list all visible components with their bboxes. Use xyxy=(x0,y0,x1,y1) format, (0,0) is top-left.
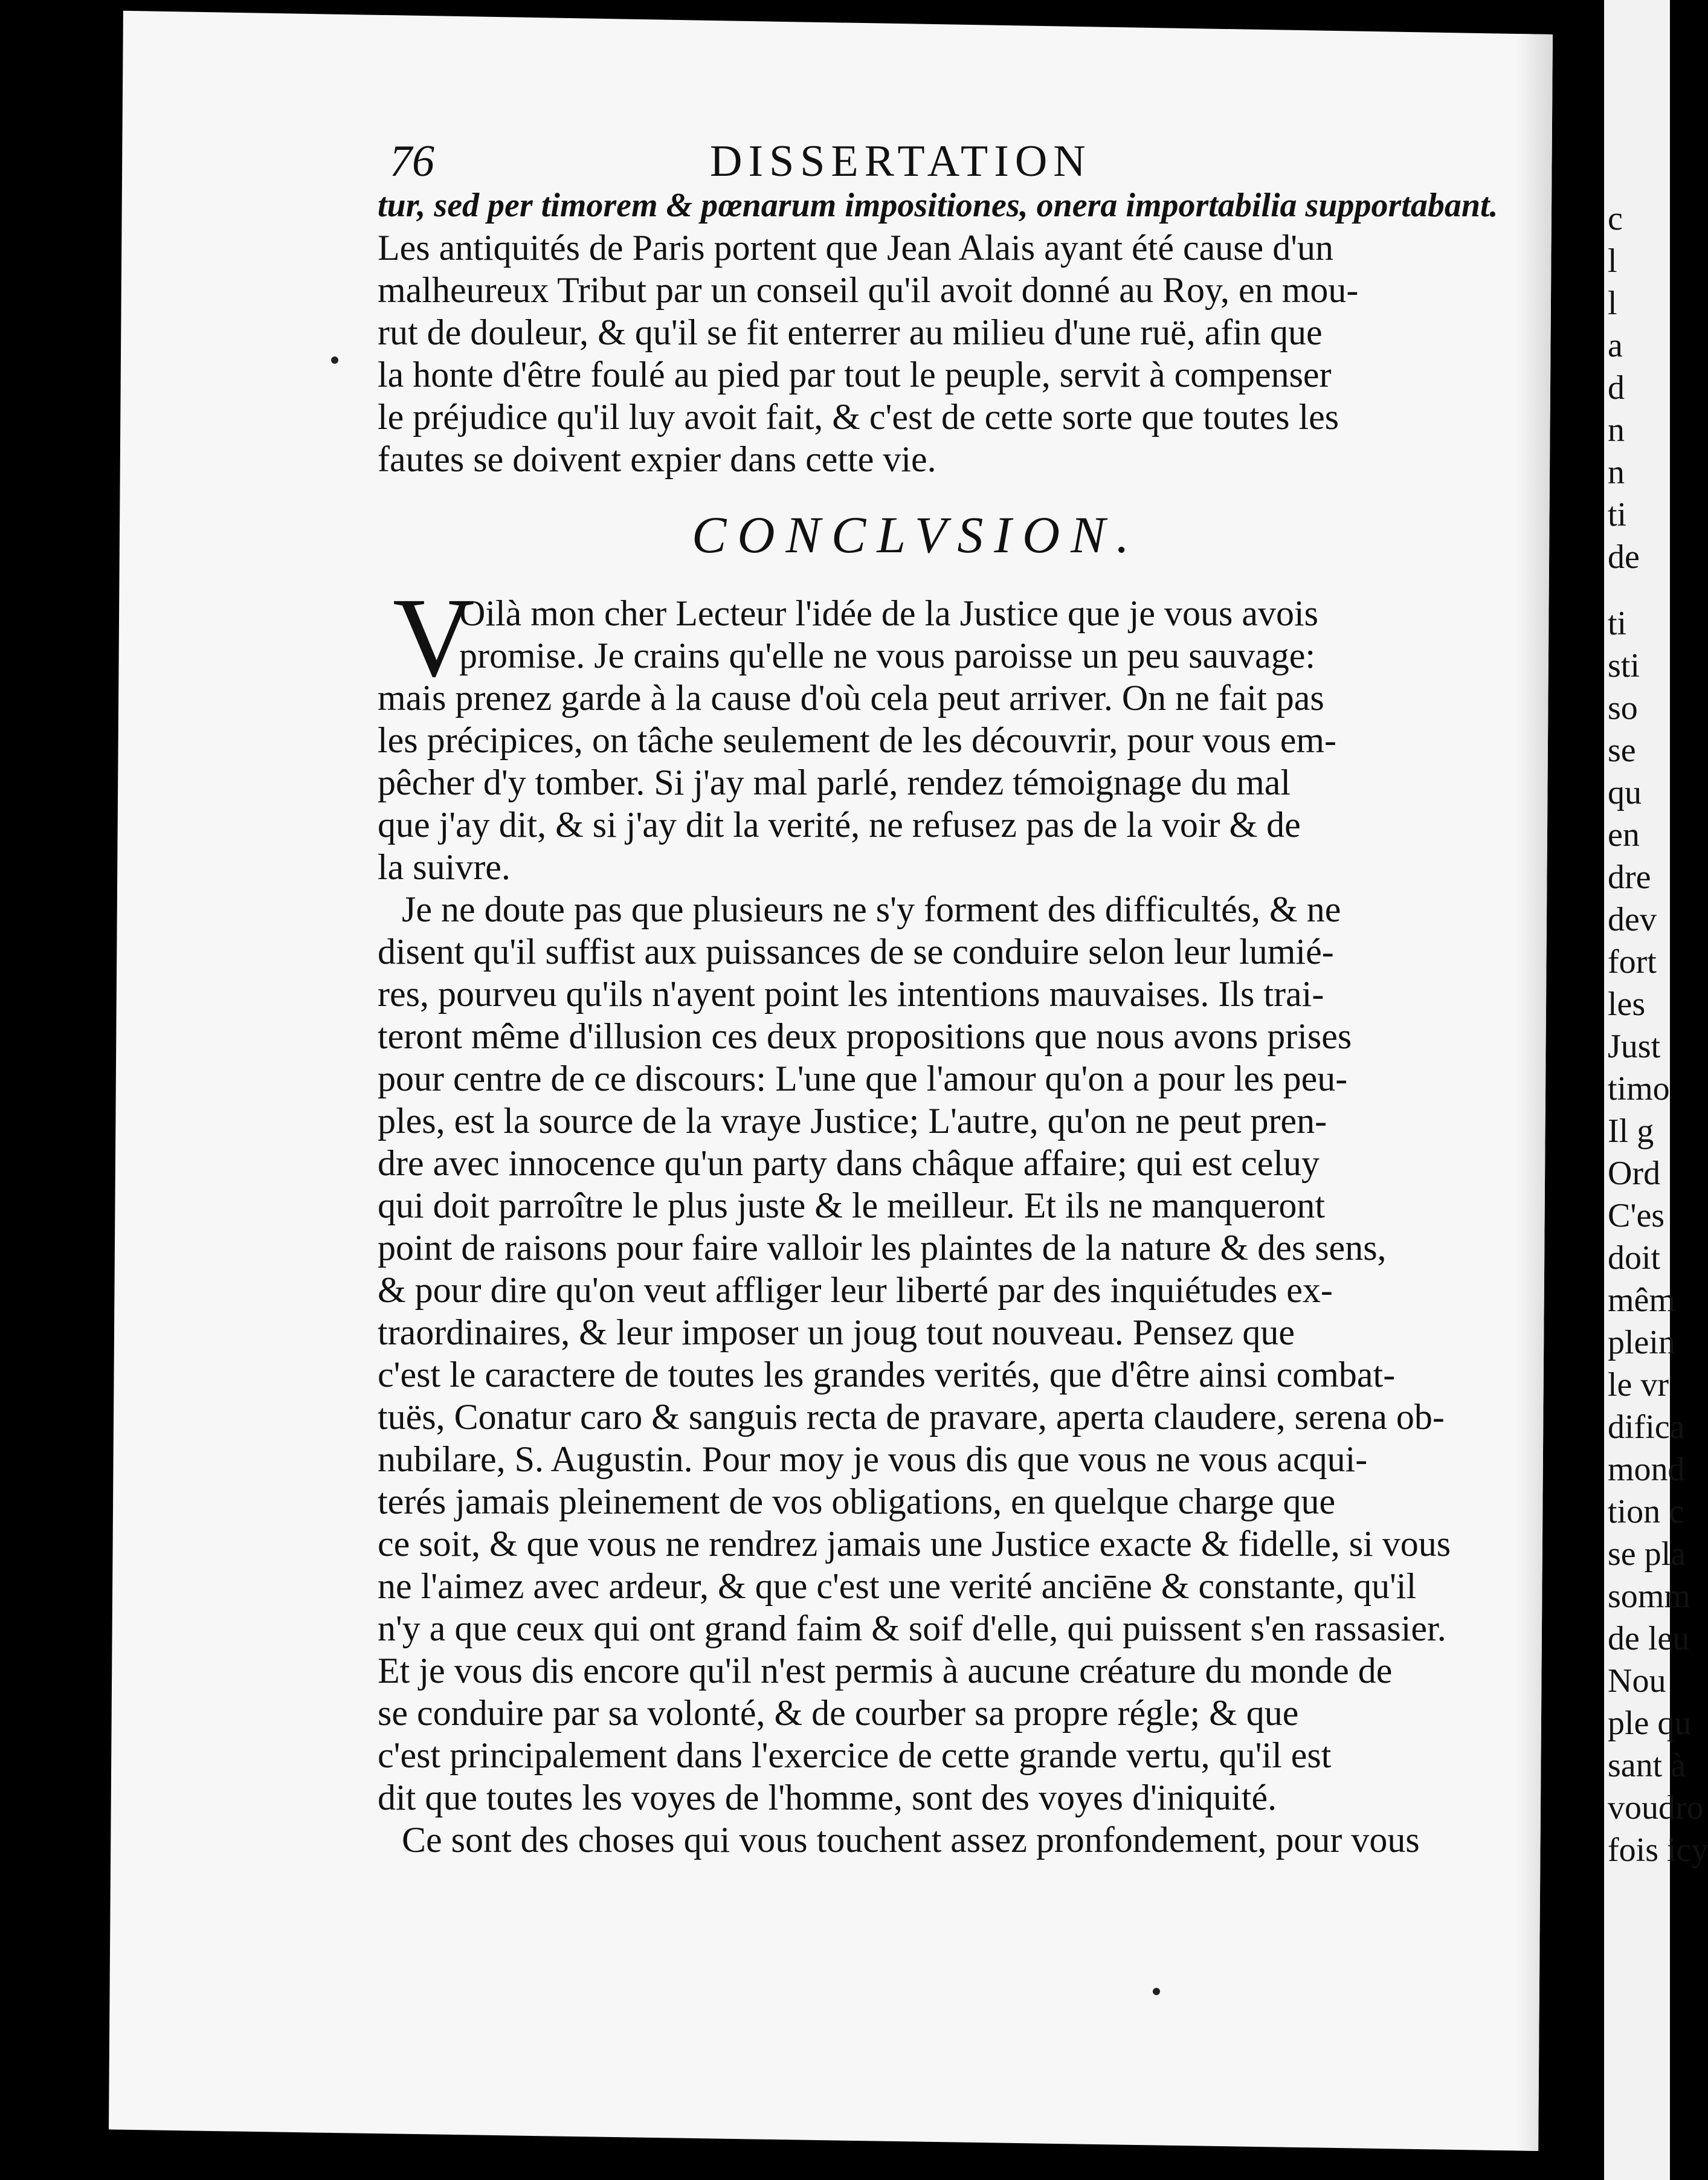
facing-page-fragment: fort xyxy=(1608,943,1657,981)
facing-page-fragment: sant à xyxy=(1608,1747,1686,1784)
facing-page-fragment: n xyxy=(1608,454,1625,491)
text-line: ce soit, & que vous ne rendrez jamais une Justice exacte & fidelle, si vous xyxy=(378,1524,1451,1564)
text-line: n'y a que ceux qui ont grand faim & soif d'elle, qui puissent s'en rassasier. xyxy=(378,1608,1446,1648)
facing-page-fragment: so xyxy=(1608,689,1638,727)
facing-page-fragment: l xyxy=(1608,242,1617,280)
text-line: malheureux Tribut par un conseil qu'il avoit donné au Roy, en mou- xyxy=(378,270,1359,310)
facing-page-fragment: Il g xyxy=(1608,1112,1654,1150)
facing-page-fragment: dre xyxy=(1608,859,1651,896)
facing-page-edge xyxy=(1604,0,1708,2180)
facing-page-fragment: se pla xyxy=(1608,1535,1686,1573)
text-line: fautes se doivent expier dans cette vie. xyxy=(378,439,936,479)
text-line: le préjudice qu'il luy avoit fait, & c'est de cette sorte que toutes les xyxy=(378,397,1339,437)
facing-page-fragment: les xyxy=(1608,985,1646,1023)
facing-page-fragment: timo xyxy=(1608,1070,1670,1108)
facing-page-fragment: de xyxy=(1608,538,1640,576)
running-header xyxy=(378,136,1465,190)
facing-page-fragment: qu xyxy=(1608,774,1642,811)
facing-page-fragment: sti xyxy=(1608,647,1640,685)
running-title: DISSERTATION xyxy=(710,137,1092,186)
text-line: que j'ay dit, & si j'ay dit la verité, ne refusez pas de la voir & de xyxy=(378,805,1301,845)
text-line: les précipices, on tâche seulement de les découvrir, pour vous em- xyxy=(378,720,1337,760)
text-line: la honte d'être foulé au pied par tout le peuple, servit à compenser xyxy=(378,355,1332,395)
facing-page-fragment: a xyxy=(1608,327,1623,364)
facing-page-fragment: ti xyxy=(1608,496,1627,534)
text-line: Et je vous dis encore qu'il n'est permis à aucune créature du monde de xyxy=(378,1651,1393,1691)
facing-page-fragment: en xyxy=(1608,816,1640,854)
text-line: teront même d'illusion ces deux propositions que nous avons prises xyxy=(378,1016,1352,1056)
facing-page-fragment: ple qu xyxy=(1608,1704,1692,1742)
drop-cap: V xyxy=(393,574,475,700)
section-heading: CONCLVSION. xyxy=(692,506,1140,564)
facing-page-fragment: l xyxy=(1608,285,1617,322)
text-line: c'est principalement dans l'exercice de cette grande vertu, qu'il est xyxy=(378,1735,1332,1775)
facing-page-fragment: fois icy xyxy=(1608,1831,1708,1869)
facing-page-fragment: C'es xyxy=(1608,1197,1665,1234)
text-line: ne l'aimez avec ardeur, & que c'est une verité anciēne & constante, qu'il xyxy=(378,1566,1417,1606)
facing-page-fragment: se xyxy=(1608,732,1636,769)
facing-page-fragment: plein xyxy=(1608,1324,1675,1361)
facing-page-fragment: difica xyxy=(1608,1408,1685,1446)
facing-page-fragment: mond xyxy=(1608,1451,1685,1488)
text-line: la suivre. xyxy=(378,847,511,887)
text-line: Les antiquités de Paris portent que Jean Alais ayant été cause d'un xyxy=(378,228,1334,268)
text-line: promise. Je crains qu'elle ne vous paroisse un peu sauvage: xyxy=(459,636,1316,676)
text-line: traordinaires, & leur imposer un joug tout nouveau. Pensez que xyxy=(378,1312,1295,1352)
text-line: & pour dire qu'on veut affliger leur liberté par des inquiétudes ex- xyxy=(378,1270,1333,1310)
facing-page-fragment: voudro xyxy=(1608,1789,1704,1827)
facing-page-fragment: Nou xyxy=(1608,1662,1666,1700)
facing-page-fragment: c xyxy=(1608,200,1623,237)
text-line: nubilare, S. Augustin. Pour moy je vous dis que vous ne vous acqui- xyxy=(378,1439,1368,1479)
text-line: tuës, Conatur caro & sanguis recta de pravare, aperta claudere, serena ob- xyxy=(378,1397,1445,1437)
text-line: ples, est la source de la vraye Justice; L'autre, qu'on ne peut pren- xyxy=(378,1101,1327,1141)
text-line: res, pourveu qu'ils n'ayent point les intentions mauvaises. Ils trai- xyxy=(378,974,1324,1014)
facing-page-fragment: le vr xyxy=(1608,1366,1669,1404)
page-number: 76 xyxy=(390,137,434,186)
facing-page-fragment: de leu xyxy=(1608,1620,1690,1657)
facing-page-fragment: Ord xyxy=(1608,1155,1661,1192)
text-line: tur, sed per timorem & pœnarum impositiones, onera importabilia supportabant. xyxy=(378,187,1498,224)
text-line: dit que toutes les voyes de l'homme, sont des voyes d'iniquité. xyxy=(378,1778,1277,1817)
text-line: Oilà mon cher Lecteur l'idée de la Justice que je vous avois xyxy=(459,593,1318,633)
text-line: dre avec innocence qu'un party dans châque affaire; qui est celuy xyxy=(378,1143,1320,1183)
text-line: c'est le caractere de toutes les grandes verités, que d'être ainsi combat- xyxy=(378,1355,1396,1395)
text-line: disent qu'il suffist aux puissances de se conduire selon leur lumié- xyxy=(378,932,1334,972)
facing-page-fragment: Just xyxy=(1608,1028,1661,1065)
facing-page-fragment: doit xyxy=(1608,1239,1661,1277)
text-line: Je ne doute pas que plusieurs ne s'y forment des difficultés, & ne xyxy=(402,889,1341,929)
facing-page-fragment: somm xyxy=(1608,1578,1690,1615)
facing-page-fragment: n xyxy=(1608,411,1625,449)
text-line: se conduire par sa volonté, & de courber sa propre régle; & que xyxy=(378,1693,1299,1733)
text-line: pêcher d'y tomber. Si j'ay mal parlé, rendez témoignage du mal xyxy=(378,763,1291,802)
facing-page-fragment: d xyxy=(1608,369,1625,407)
facing-page-fragment: ti xyxy=(1608,605,1627,642)
text-line: qui doit parroître le plus juste & le meilleur. Et ils ne manqueront xyxy=(378,1185,1325,1225)
facing-page-fragment: tion c xyxy=(1608,1493,1684,1530)
text-line: Ce sont des choses qui vous touchent assez pronfondement, pour vous xyxy=(402,1820,1420,1860)
facing-page-fragment: dev xyxy=(1608,901,1657,938)
text-line: point de raisons pour faire valloir les plaintes de la nature & des sens, xyxy=(378,1228,1387,1268)
text-line: rut de douleur, & qu'il se fit enterrer au milieu d'une ruë, afin que xyxy=(378,312,1323,352)
ink-speck xyxy=(331,356,338,364)
facing-page-fragment: mêm xyxy=(1608,1282,1675,1319)
text-line: mais prenez garde à la cause d'où cela peut arriver. On ne fait pas xyxy=(378,678,1324,718)
ink-speck xyxy=(1153,1988,1160,1995)
page-gutter-shadow xyxy=(1516,0,1553,2151)
text-line: pour centre de ce discours: L'une que l'amour qu'on a pour les peu- xyxy=(378,1059,1348,1098)
text-line: terés jamais pleinement de vos obligations, en quelque charge que xyxy=(378,1482,1336,1521)
